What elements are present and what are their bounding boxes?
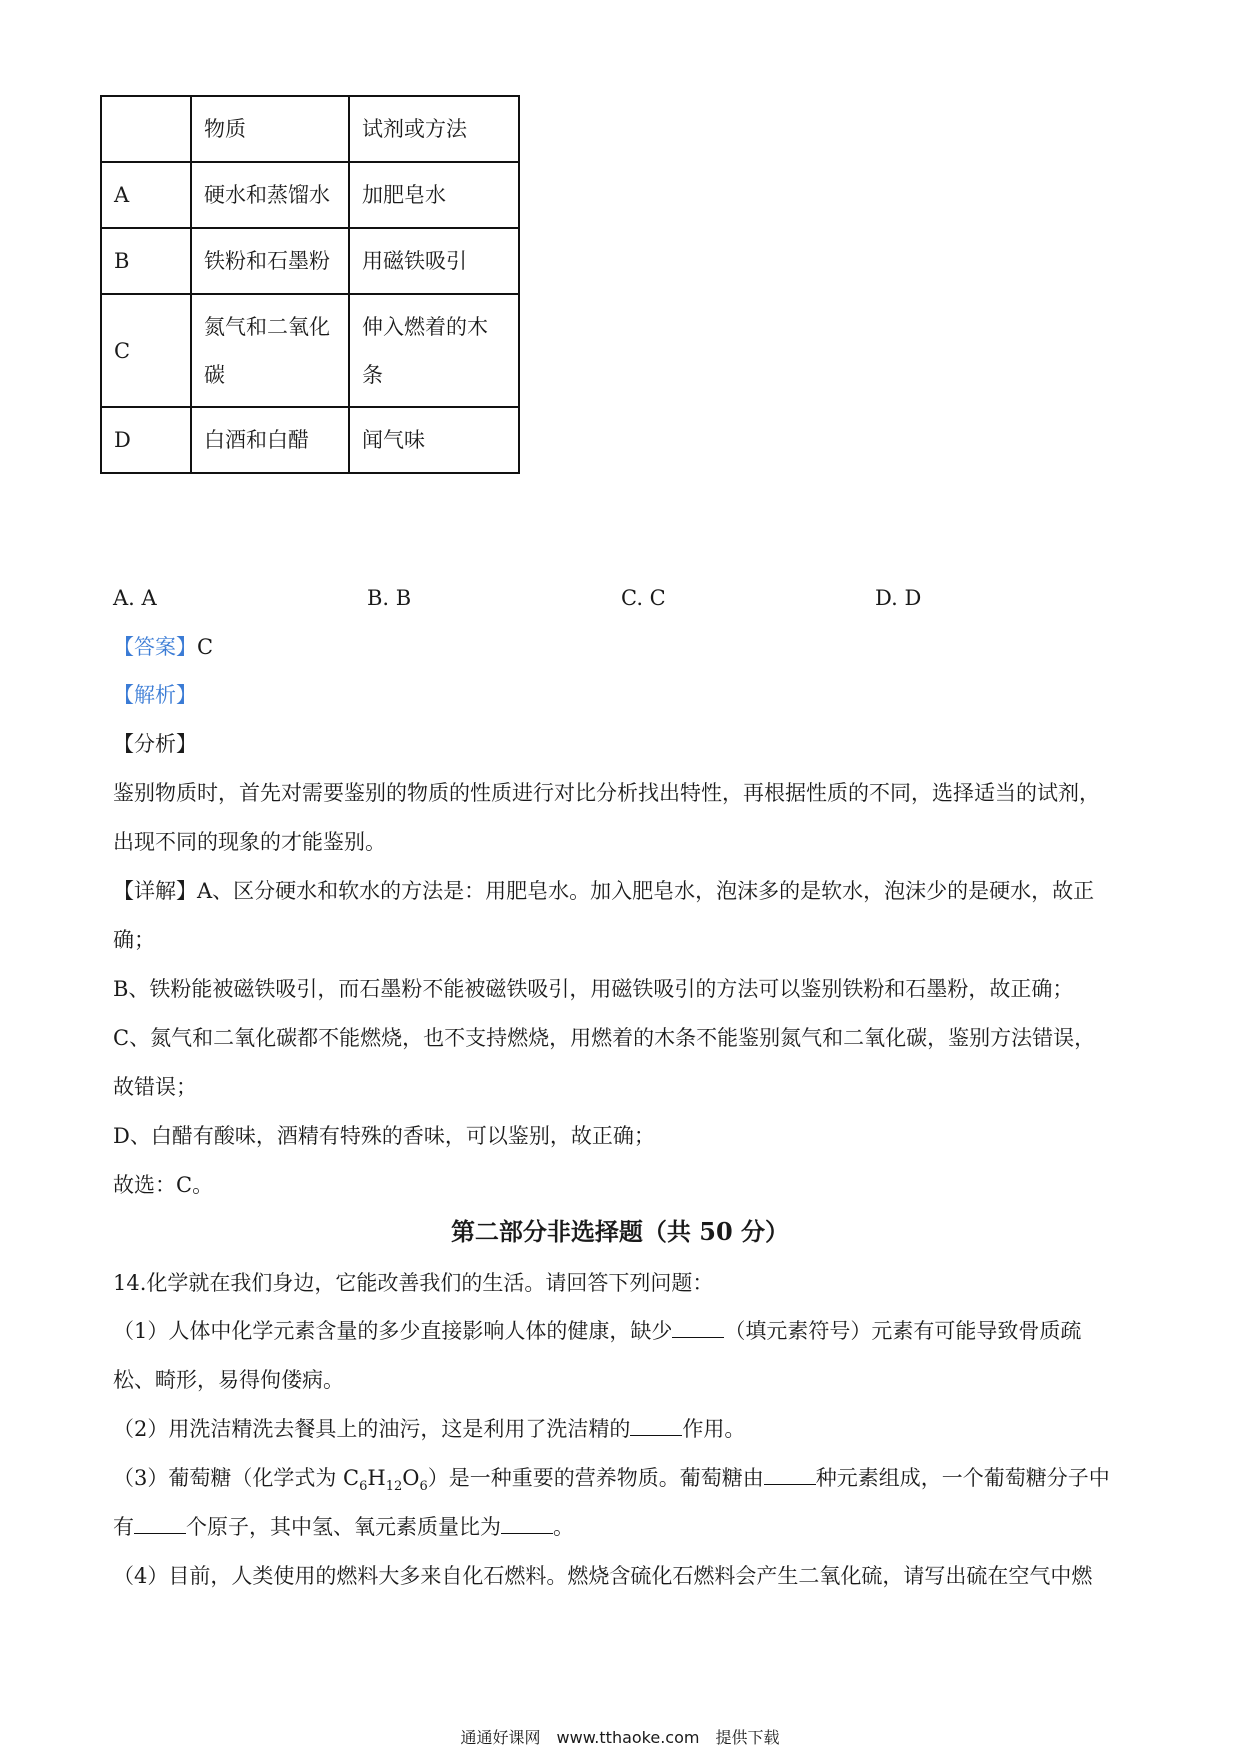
analysis-tag: 【解析】	[113, 683, 197, 707]
question-text: 松、畸形，易得佝偻病。	[113, 1368, 344, 1392]
question-intro: 14.化学就在我们身边，它能改善我们的生活。请回答下列问题：	[113, 1271, 714, 1295]
answer-blank[interactable]	[134, 1513, 186, 1534]
table-cell: B	[101, 228, 191, 294]
question-part-3-cont	[113, 1512, 1133, 1542]
answer-blank[interactable]	[501, 1513, 553, 1534]
question-part-4: （4）目前，人类使用的燃料大多来自化石燃料。燃烧含硫化石燃料会产生二氧化硫，请写出硫在空气中燃	[113, 1564, 1093, 1588]
answer-blank[interactable]	[672, 1317, 724, 1338]
answer-value: C	[197, 635, 214, 659]
question-text: （2）用洗洁精洗去餐具上的油污，这是利用了洗洁精的	[113, 1417, 631, 1441]
question-text: 。	[553, 1515, 574, 1539]
table-cell: 物质	[191, 96, 349, 162]
analysis-text: 出现不同的现象的才能鉴别。	[113, 830, 386, 854]
table-cell: D	[101, 407, 191, 473]
option-b: B. B	[367, 586, 412, 610]
table-row	[101, 162, 519, 228]
substance-table	[100, 95, 520, 474]
detail-choice: 故选：C。	[113, 1173, 214, 1197]
formula-element: H	[367, 1466, 386, 1490]
question-text: （填元素符号）元素有可能导致骨质疏	[724, 1319, 1082, 1343]
table-cell: 白酒和白醋	[191, 407, 349, 473]
table-cell: 用磁铁吸引	[349, 228, 519, 294]
table-row	[101, 228, 519, 294]
table-header-row	[101, 96, 519, 162]
question-part-3	[113, 1463, 1133, 1502]
answer-tag: 【答案】	[113, 635, 197, 659]
fenxi-tag: 【分析】	[113, 732, 197, 756]
table-cell: 硬水和蒸馏水	[191, 162, 349, 228]
table-cell: 闻气味	[349, 407, 519, 473]
question-text: （1）人体中化学元素含量的多少直接影响人体的健康，缺少	[113, 1319, 673, 1343]
table-cell: 氮气和二氧化碳	[191, 294, 349, 407]
detail-text: A、区分硬水和软水的方法是：用肥皂水。加入肥皂水，泡沫多的是软水，泡沫少的是硬水，故正	[197, 879, 1095, 903]
table-row	[101, 407, 519, 473]
detail-text: C、氮气和二氧化碳都不能燃烧，也不支持燃烧，用燃着的木条不能鉴别氮气和二氧化碳，鉴别方法错误，	[113, 1026, 1096, 1050]
option-d: D. D	[875, 586, 922, 610]
detail-text: 确；	[113, 928, 155, 952]
formula-subscript: 6	[419, 1479, 428, 1495]
formula-element: O	[402, 1466, 420, 1490]
option-c: C. C	[621, 586, 666, 610]
table-cell: 加肥皂水	[349, 162, 519, 228]
question-text: 个原子，其中氢、氧元素质量比为	[186, 1515, 501, 1539]
table-cell: 试剂或方法	[349, 96, 519, 162]
question-text: ）是一种重要的营养物质。葡萄糖由	[427, 1466, 764, 1490]
detail-tag: 【详解】	[113, 879, 197, 903]
table-cell: A	[101, 162, 191, 228]
answer-blank[interactable]	[630, 1415, 682, 1436]
table-row	[101, 294, 519, 407]
question-part-1	[113, 1316, 1133, 1346]
footer-source: 通通好课网 www.tthaoke.com 提供下载	[460, 1728, 780, 1747]
table-cell	[101, 96, 191, 162]
answer-line	[113, 632, 1133, 662]
question-text: 有	[113, 1515, 134, 1539]
analysis-text: 鉴别物质时，首先对需要鉴别的物质的性质进行对比分析找出特性，再根据性质的不同，选择适当的试剂，	[113, 781, 1100, 805]
question-text: （3）葡萄糖（化学式为 C	[113, 1466, 360, 1490]
question-text: 作用。	[682, 1417, 746, 1441]
option-a: A. A	[113, 586, 157, 610]
detail-text: D、白醋有酸味，酒精有特殊的香味，可以鉴别，故正确；	[113, 1124, 655, 1148]
formula-subscript: 6	[359, 1479, 368, 1495]
answer-blank[interactable]	[764, 1464, 816, 1485]
table-cell: C	[101, 294, 191, 407]
detail-line	[113, 876, 1133, 906]
detail-text: 故错误；	[113, 1075, 197, 1099]
section-title: 第二部分非选择题（共 50 分）	[450, 1217, 790, 1246]
formula-subscript: 12	[385, 1479, 403, 1495]
question-text: 种元素组成，一个葡萄糖分子中	[815, 1466, 1110, 1490]
table-cell: 铁粉和石墨粉	[191, 228, 349, 294]
detail-text: B、铁粉能被磁铁吸引，而石墨粉不能被磁铁吸引，用磁铁吸引的方法可以鉴别铁粉和石墨粉，故正确；	[113, 977, 1074, 1001]
table-cell: 伸入燃着的木条	[349, 294, 519, 407]
question-part-2	[113, 1414, 1133, 1444]
